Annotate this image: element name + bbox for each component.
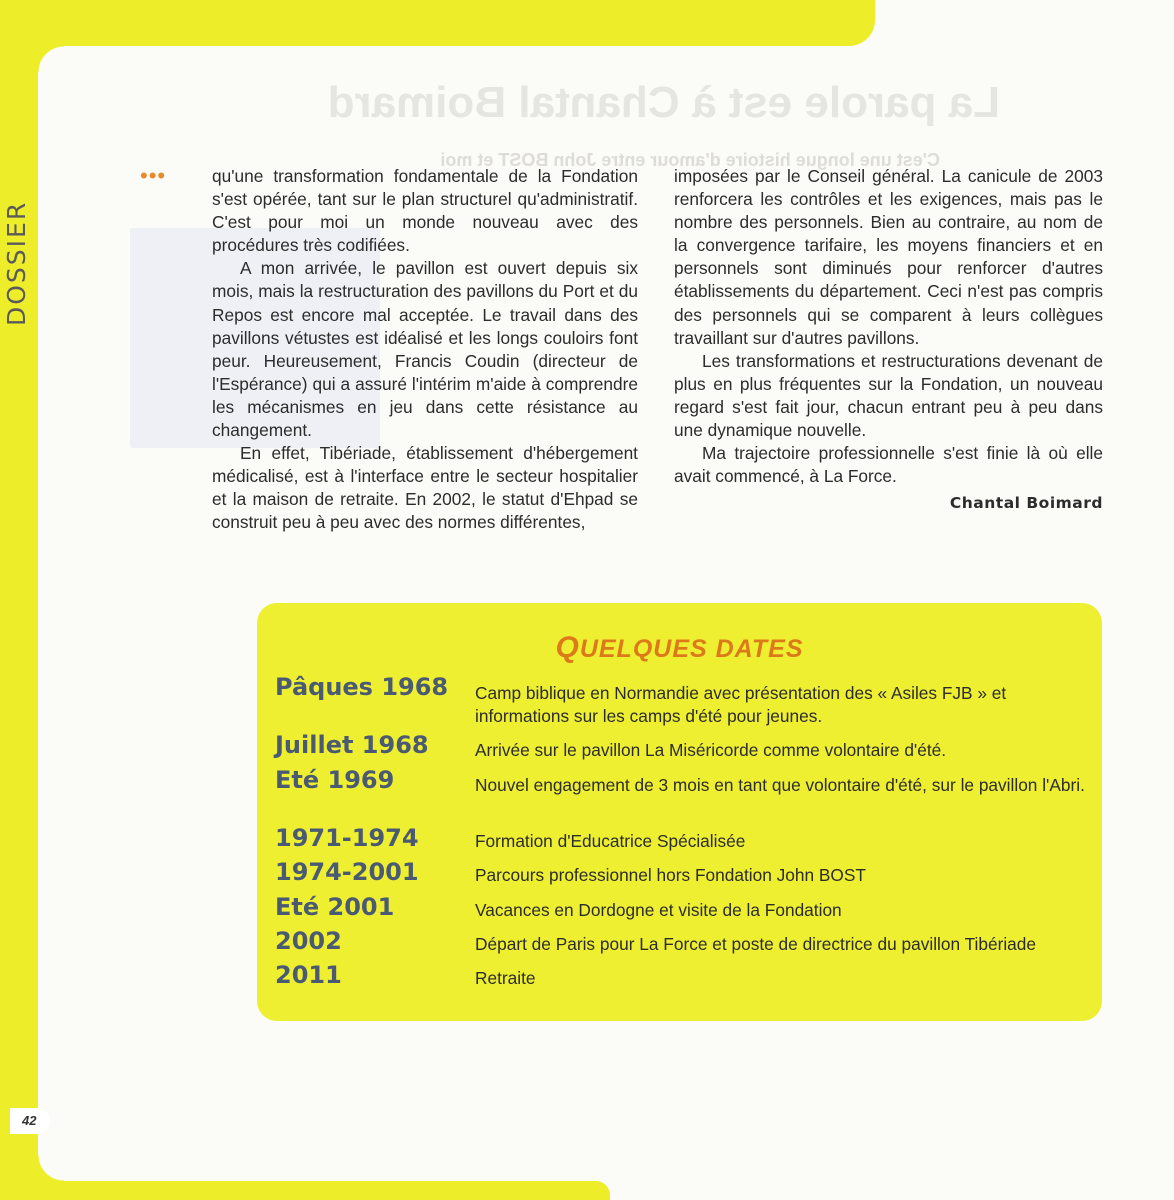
- key-dates-title: [257, 631, 1102, 665]
- date-description: Retraite: [475, 968, 536, 988]
- article-column-left: [212, 165, 638, 535]
- date-description: Parcours professionnel hors Fondation John BOST: [475, 865, 866, 885]
- paragraph: qu'une transformation fondamentale de la Fondation s'est opérée, tant sur le plan structurel qu'administratif. C'est pour moi un monde nouveau avec des procédures très codifiées.: [212, 166, 638, 256]
- yellow-frame-bottom: [0, 1181, 610, 1200]
- date-description: Départ de Paris pour La Force et poste de directrice du pavillon Tibériade: [475, 934, 1036, 954]
- key-dates-title-rest: UELQUES DATES: [579, 635, 804, 663]
- paragraph: Ma trajectoire professionnelle s'est finie là où elle avait commencé, à La Force.: [674, 443, 1103, 487]
- ghost-title: La parole est à Chantal Boimard: [327, 78, 1000, 127]
- date-description: Arrivée sur le pavillon La Miséricorde comme volontaire d'été.: [475, 740, 947, 760]
- date-label: Eté 1969: [275, 766, 395, 794]
- section-label: DOSSIER: [2, 200, 31, 326]
- date-label: 1971-1974: [275, 824, 419, 852]
- paragraph: Les transformations et restructurations devenant de plus en plus fréquentes sur la Fondation, un nouveau regard s'est fait jour, chacun entrant peu à peu dans une dynamique nouvelle.: [674, 350, 1103, 441]
- key-dates-box: [257, 603, 1102, 1021]
- yellow-frame-left: [0, 0, 38, 1200]
- yellow-frame-bottom-corner: [38, 1155, 64, 1181]
- yellow-frame-top: [0, 0, 875, 46]
- paragraph: imposées par le Conseil général. La canicule de 2003 renforcera les contrôles et les exigences, mais pas le nombre des personnels. Bien au contraire, au nom de la convergence tarifaire, les moyens financiers et en personnels sont diminués pour renforcer d'autres établissements du département. Ceci n'est pas compris des personnels qui se comparent à leurs collègues travaillant sur d'autres pavillons.: [674, 166, 1103, 348]
- ghost-subtitle: C'est une longue histoire d'amour entre John BOST et moi: [440, 150, 940, 170]
- date-label: Juillet 1968: [275, 731, 429, 759]
- key-dates-title-lead: Q: [555, 631, 580, 664]
- date-description: Camp biblique en Normandie avec présentation des « Asiles FJB » et informations sur les camps d'été pour jeunes.: [475, 683, 1007, 726]
- date-label: 2011: [275, 961, 342, 989]
- date-label: Eté 2001: [275, 893, 395, 921]
- date-description: Nouvel engagement de 3 mois en tant que volontaire d'été, sur le pavillon l'Abri.: [475, 775, 1085, 795]
- date-label: 1974-2001: [275, 858, 419, 886]
- yellow-frame-corner: [38, 46, 64, 72]
- page-number: 42: [10, 1108, 50, 1134]
- date-description: Vacances en Dordogne et visite de la Fondation: [475, 900, 842, 920]
- article-column-right: [674, 165, 1103, 515]
- author-signature: Chantal Boimard: [949, 494, 1103, 513]
- paragraph: A mon arrivée, le pavillon est ouvert depuis six mois, mais la restructuration des pavillons du Port et du Repos est encore mal acceptée. Le travail dans des pavillons vétustes est idéalisé et les longs couloirs font peur. Heureusement, Francis Coudin (directeur de l'Espérance) qui a assuré l'intérim m'aide à comprendre les mécanismes en jeu dans cette résistance au changement.: [212, 258, 638, 441]
- date-label: 2002: [275, 927, 342, 955]
- date-label: Pâques 1968: [275, 673, 449, 701]
- date-description: Formation d'Educatrice Spécialisée: [475, 831, 746, 851]
- ornament-dots: •••: [140, 163, 167, 188]
- paragraph: En effet, Tibériade, établissement d'hébergement médicalisé, est à l'interface entre le secteur hospitalier et la maison de retraite. En 2002, le statut d'Ehpad se construit peu à peu avec des normes différentes,: [212, 443, 638, 533]
